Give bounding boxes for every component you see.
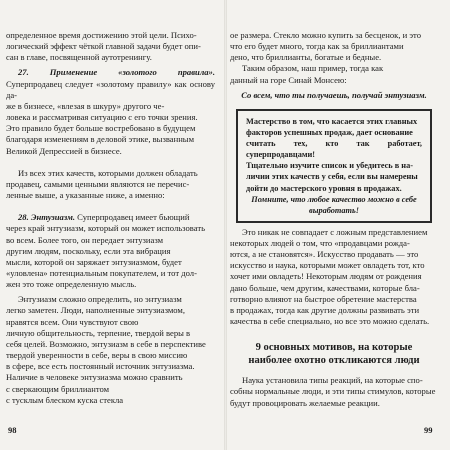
- right-paragraph-sinai: Таким образом, наш пример, тогда как данный на горе Синай Монсею:: [230, 63, 384, 85]
- page-number-left: 98: [8, 425, 17, 435]
- left-paragraph-enthusiasm: [6, 212, 215, 290]
- heading-enthusiasm: 28. Энтузиазм.: [18, 212, 76, 223]
- page-number-right: 99: [424, 425, 433, 435]
- callout-text: Мастерство в том, что касается этих главных факторов успешных продаж, дает основание считать тех, кто так работает, суперпродавцами! Тщательно изучите список и убедитесь в на- личии этих качеств у себя, если вы намерены дойти до мастерского уровня в продажах.: [246, 116, 422, 193]
- left-paragraph-qualities: Из всех этих качеств, которыми должен обладать продавец, самыми ценными являются не перечис- ленные выше, а указанные ниже, а именно:: [6, 167, 198, 201]
- book-gutter: [224, 0, 227, 450]
- left-paragraph-goal: определенное время достижению этой цели. Психо- логический эффект чёткой главной задачи будет опи- сан в главе, посвященной аутотренингу.: [6, 30, 201, 63]
- left-page: [6, 30, 215, 406]
- right-paragraph-glass: ое размера. Стекло можно купить за бесценок, и это что его будет много, тогда как за бриллиантами дено, что бриллианты, богатые и бедные.: [230, 30, 421, 63]
- right-page: [230, 30, 438, 409]
- right-paragraph-science: Наука установила типы реакций, на которые спо- собны нормальные люди, и эти типы стимулов, которые будут провоцировать желаемые реакции.: [230, 375, 436, 408]
- mastery-callout-box: [236, 109, 432, 223]
- enthusiasm-quote: Со всем, что ты получаешь, получай энтузиазм.: [241, 89, 427, 100]
- left-paragraph-enthusiasm-definition: Энтузиазм сложно определить, но энтузиазм легко заметен. Люди, наполненные энтузиазмом, нравятся всем. Они чувствуют свою личную общительность, терпение, твердой веры в себя целей. Возможно, энтузиазм в себе в перспективе твердой уверенности в себе, веры в свою миссию в сфере, все есть постоянный источник энтузиазма. Наличие в человеке энтузиазма можно сравнить с сверкающим бриллиантом с тусклым блеском куска стекла: [6, 294, 206, 405]
- heading-golden-rule: 27. Применение «золотого правила».: [18, 67, 215, 78]
- right-paragraph-born-sellers: Это никак не совпадает с ложным представлением некоторых людей о том, что «продавцами рожда- ются, а не становятся». Искусство продавать — это искусство и наука, которыми может овладеть тот, кто хочет ими овладеть! Некоторым людям от рождения дано больше, чем другим, качествами, которые бла- готворно влияют на быстрое обретение мастерства в продажах, тогда как другие должны развивать эти качества в себе специально, но все это можно сделать.: [230, 226, 430, 327]
- callout-closing: Помните, что любое качество можно в себе выработать!: [251, 194, 417, 215]
- golden-rule-text: Суперпродавец следует «золотому правилу» как основу да- же в бизнесе, «влезая в шкуру» другого че- ловека и рассматривая ситуацию с его точки зрения. Это правило будет больше востребовано в будущем благодаря изменениям в деловой этике, вызванным Великой Депрессией в бизнесе.: [6, 78, 215, 156]
- left-paragraph-golden-rule: [6, 67, 215, 156]
- enthusiasm-text: Суперпродавец имеет бьющий через край энтузиазм, который он может использовать во всем. Более того, он передает энтузиазм другим людям, поскольку, если эта вибрация мысли, которой он заряжает энтузиазмом, будет «уловлена» потенциальным покупателем, и тот дол- жен это тоже определенную мысль.: [6, 212, 206, 290]
- section-title-motives: 9 основных мотивов, на которые наиболее охотно откликаются люди: [248, 342, 420, 367]
